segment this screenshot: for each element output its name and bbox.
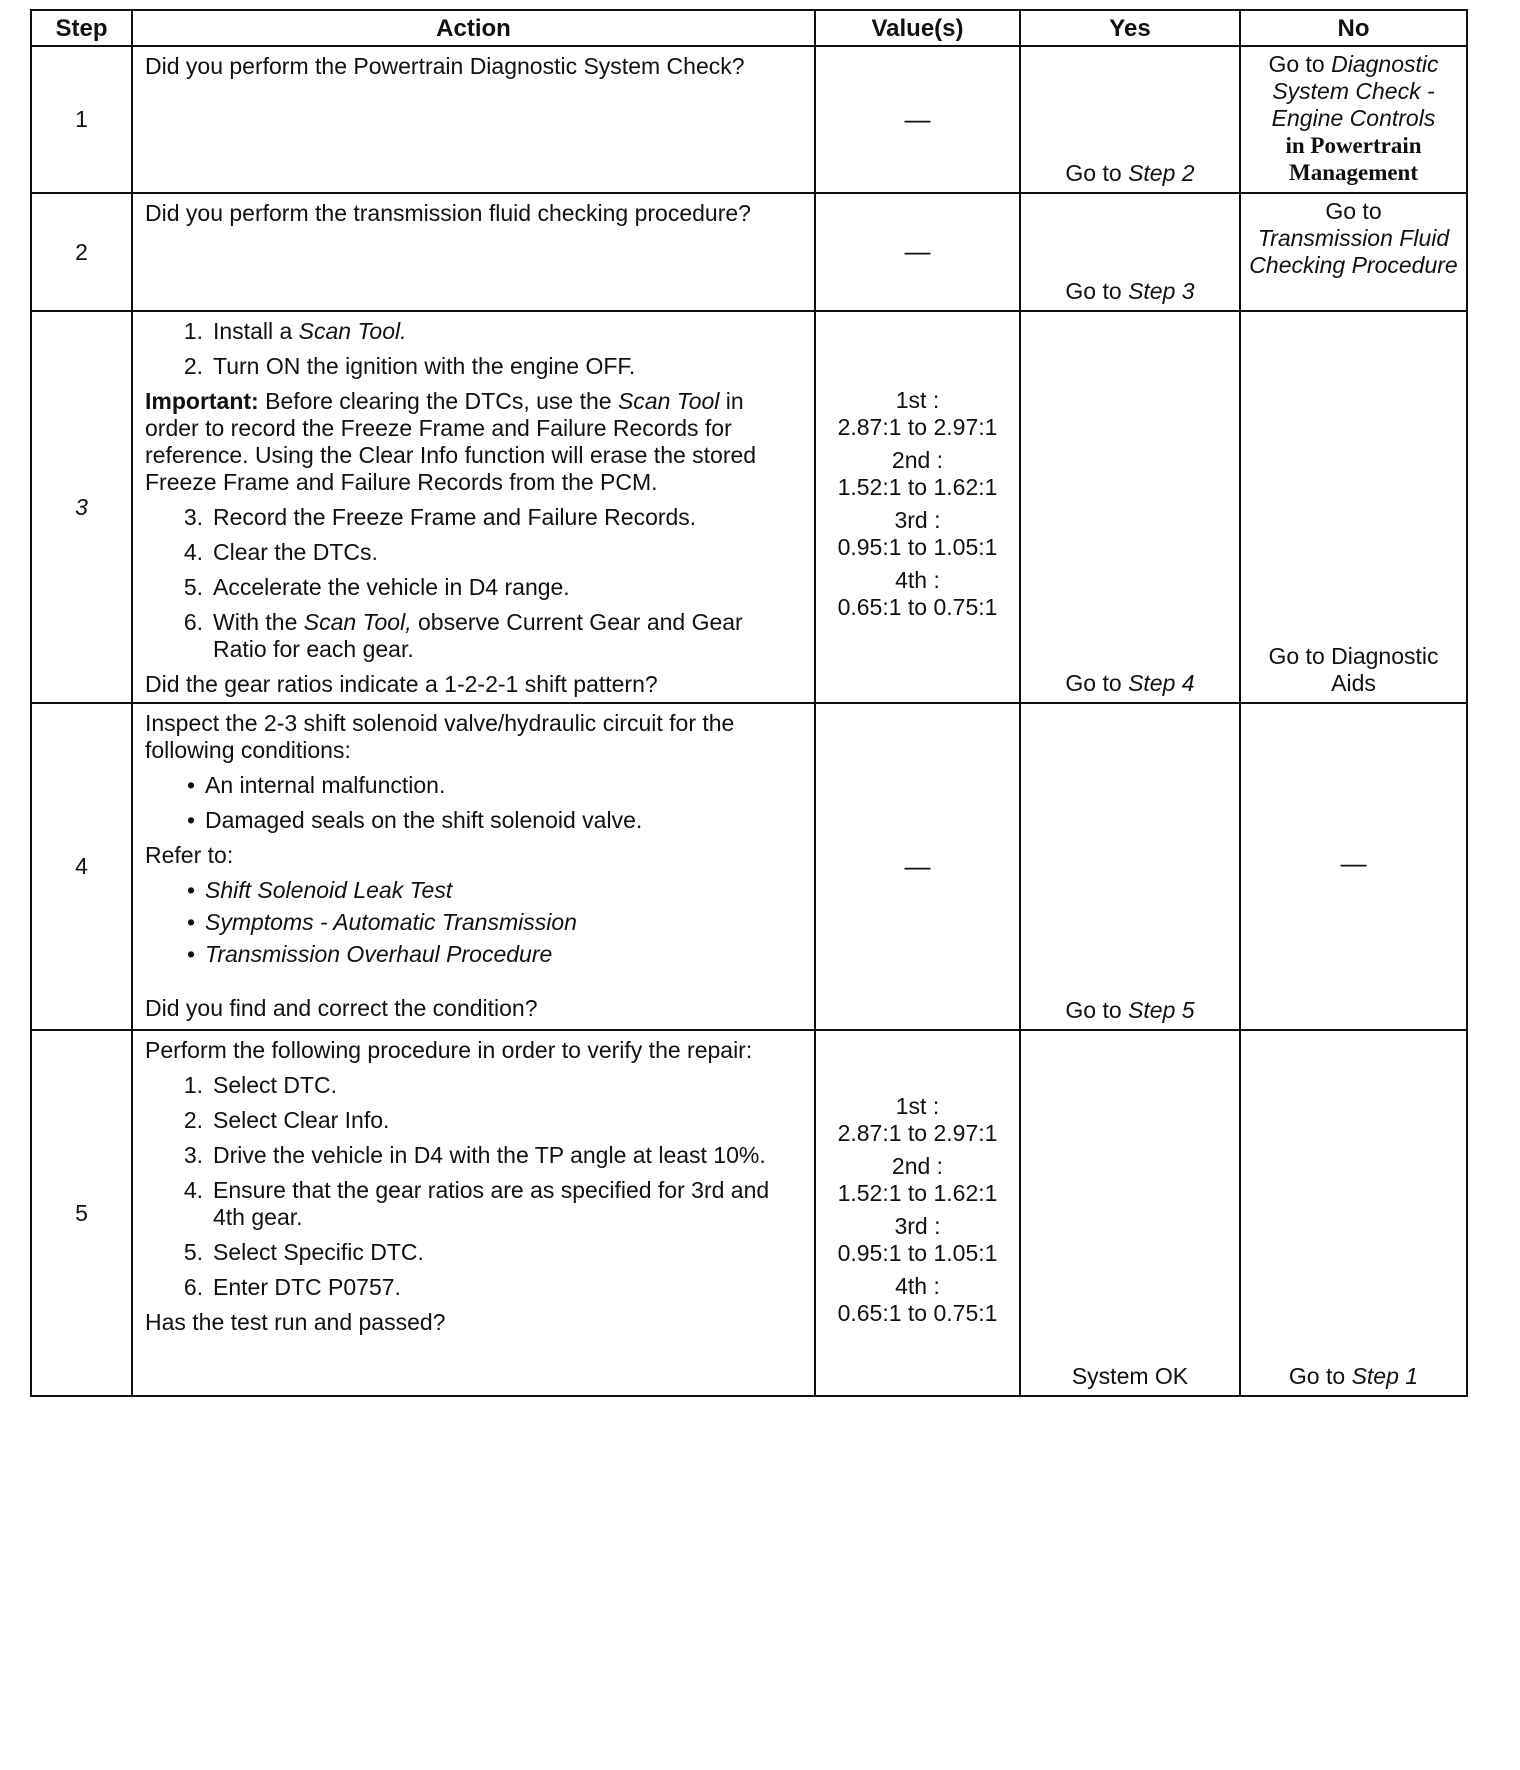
no-cell — [1240, 703, 1467, 1030]
system-ok-text: System OK — [1071, 1363, 1189, 1389]
list-text: Ensure that the gear ratios are as specified for 3rd and 4th gear. — [213, 1177, 770, 1230]
list-text: Record the Freeze Frame and Failure Records. — [213, 504, 697, 530]
reference-link[interactable]: Shift Solenoid Leak Test — [205, 877, 453, 903]
list-text: Select DTC. — [213, 1072, 337, 1098]
list-text: Turn ON the ignition with the engine OFF. — [213, 353, 636, 379]
scan-tool-term: Scan Tool — [617, 388, 720, 414]
gear-range: 0.95:1 to 1.05:1 — [837, 1240, 998, 1266]
bullet-icon: • — [186, 909, 195, 935]
intro-text: Perform the following procedure in order to verify the repair: — [145, 1037, 753, 1063]
list-item — [145, 941, 802, 968]
header-action: Action — [132, 10, 815, 46]
important-text: in order to record the Freeze Frame and Failure Records for reference. Using the Clear Info function will erase the stored Freeze Frame and Failure Records from the PCM. — [145, 388, 757, 495]
gear-ratio-3rd — [817, 1213, 1018, 1267]
list-item — [145, 877, 802, 904]
gear-range: 0.65:1 to 0.75:1 — [837, 1300, 998, 1326]
yes-cell — [1020, 46, 1240, 193]
table-row-step-4 — [31, 703, 1467, 1030]
step-number: 5 — [31, 1030, 132, 1396]
action-text: Did you perform the transmission fluid checking procedure? — [145, 200, 751, 226]
bullet-icon: • — [186, 941, 195, 967]
list-item — [145, 807, 802, 834]
list-item — [145, 1239, 802, 1266]
list-text: Install a — [213, 318, 299, 344]
gear-ratio-2nd — [817, 1153, 1018, 1207]
no-procedure-link[interactable]: Diagnostic System Check - Engine Controls — [1271, 51, 1439, 131]
action-text: Did you perform the Powertrain Diagnostic System Check? — [145, 53, 745, 79]
gear-label: 1st : — [895, 1093, 940, 1119]
gear-label: 3rd : — [894, 1213, 941, 1239]
list-text: An internal malfunction. — [205, 772, 446, 798]
scan-tool-term: Scan Tool. — [298, 318, 407, 344]
diagnostic-page — [30, 9, 1466, 1397]
list-number: 3. — [183, 504, 203, 530]
yes-cell — [1020, 311, 1240, 703]
gear-range: 0.65:1 to 0.75:1 — [837, 594, 998, 620]
bullet-icon: • — [186, 807, 195, 833]
table-row-step-5 — [31, 1030, 1467, 1396]
no-procedure-link[interactable]: Transmission Fluid Checking Procedure — [1249, 225, 1458, 278]
list-text: Accelerate the vehicle in D4 range. — [213, 574, 570, 600]
empty-value-dash: — — [1340, 848, 1367, 878]
table-row-step-1 — [31, 46, 1467, 193]
question-text: Has the test run and passed? — [145, 1309, 446, 1335]
important-text: Before clearing the DTCs, use the — [258, 388, 618, 414]
step-number: 2 — [31, 193, 132, 311]
gear-range: 2.87:1 to 2.97:1 — [837, 1120, 998, 1146]
gear-range: 1.52:1 to 1.62:1 — [837, 1180, 998, 1206]
table-row-step-3 — [31, 311, 1467, 703]
value-cell — [815, 46, 1020, 193]
list-item — [145, 574, 802, 601]
list-text: Damaged seals on the shift solenoid valve. — [205, 807, 643, 833]
list-number: 6. — [183, 1274, 203, 1300]
step-number: 3 — [31, 311, 132, 703]
header-values: Value(s) — [815, 10, 1020, 46]
gear-ratio-1st — [817, 387, 1018, 441]
header-row — [31, 10, 1467, 46]
gear-range: 0.95:1 to 1.05:1 — [837, 534, 998, 560]
list-item — [145, 1142, 802, 1169]
yes-step-link[interactable]: Step 4 — [1128, 670, 1195, 696]
no-cell — [1240, 1030, 1467, 1396]
reference-link[interactable]: Symptoms - Automatic Transmission — [205, 909, 577, 935]
list-number: 3. — [183, 1142, 203, 1168]
yes-cell — [1020, 1030, 1240, 1396]
no-cell — [1240, 46, 1467, 193]
value-cell — [815, 311, 1020, 703]
step-number: 1 — [31, 46, 132, 193]
intro-text: Inspect the 2-3 shift solenoid valve/hydraulic circuit for the following conditions: — [145, 710, 735, 763]
step-number: 4 — [31, 703, 132, 1030]
list-number: 4. — [183, 539, 203, 565]
list-item — [145, 1177, 802, 1231]
gear-ratio-3rd — [817, 507, 1018, 561]
no-suffix: in Powertrain Management — [1285, 133, 1422, 185]
gear-label: 2nd : — [891, 447, 944, 473]
empty-value-dash: — — [904, 850, 931, 881]
header-step: Step — [31, 10, 132, 46]
action-cell — [132, 193, 815, 311]
diagnostic-table — [30, 9, 1468, 1397]
list-number: 6. — [183, 609, 203, 635]
list-item — [145, 539, 802, 566]
list-text: Enter DTC P0757. — [213, 1274, 401, 1300]
empty-value-dash: — — [904, 236, 931, 266]
important-label: Important: — [145, 388, 259, 414]
gear-label: 4th : — [895, 1273, 940, 1299]
gear-label: 2nd : — [891, 1153, 944, 1179]
gear-range: 2.87:1 to 2.97:1 — [837, 414, 998, 440]
list-item — [145, 909, 802, 936]
header-yes: Yes — [1020, 10, 1240, 46]
yes-step-link[interactable]: Step 5 — [1128, 997, 1195, 1023]
action-cell — [132, 311, 815, 703]
table-row-step-2 — [31, 193, 1467, 311]
bullet-icon: • — [186, 772, 195, 798]
action-cell — [132, 703, 815, 1030]
yes-cell — [1020, 703, 1240, 1030]
no-prefix: Go to — [1268, 51, 1332, 77]
no-cell — [1240, 193, 1467, 311]
empty-value-dash: — — [904, 103, 931, 134]
refer-label: Refer to: — [145, 842, 234, 868]
list-item — [145, 318, 802, 345]
question-text: Did you find and correct the condition? — [145, 995, 538, 1021]
value-cell — [815, 703, 1020, 1030]
list-item — [145, 772, 802, 799]
list-number: 2. — [183, 353, 203, 379]
gear-label: 4th : — [895, 567, 940, 593]
scan-tool-term: Scan Tool, — [303, 609, 412, 635]
list-number: 1. — [183, 1072, 203, 1098]
yes-step-link[interactable]: Step 3 — [1128, 278, 1195, 304]
list-item — [145, 609, 802, 663]
bullet-icon: • — [186, 877, 195, 903]
list-number: 2. — [183, 1107, 203, 1133]
reference-link[interactable]: Transmission Overhaul Procedure — [205, 941, 553, 967]
yes-prefix: Go to — [1065, 160, 1129, 186]
no-prefix: Go to — [1325, 198, 1382, 224]
list-item — [145, 1072, 802, 1099]
gear-ratio-2nd — [817, 447, 1018, 501]
gear-ratio-4th — [817, 567, 1018, 621]
list-text: Select Specific DTC. — [213, 1239, 424, 1265]
no-cell — [1240, 311, 1467, 703]
list-item — [145, 1107, 802, 1134]
yes-cell — [1020, 193, 1240, 311]
no-step-link[interactable]: Step 1 — [1351, 1363, 1419, 1389]
no-diagnostic-aids-link[interactable]: Go to Diagnostic Aids — [1268, 643, 1439, 696]
list-text: Select Clear Info. — [213, 1107, 390, 1133]
list-item — [145, 1274, 802, 1301]
gear-label: 1st : — [895, 387, 940, 413]
list-number: 1. — [183, 318, 203, 344]
list-number: 5. — [183, 574, 203, 600]
value-cell — [815, 1030, 1020, 1396]
important-note — [145, 388, 802, 496]
list-number: 4. — [183, 1177, 203, 1203]
list-text: Clear the DTCs. — [213, 539, 378, 565]
yes-prefix: Go to — [1065, 278, 1129, 304]
list-item — [145, 353, 802, 380]
gear-ratio-1st — [817, 1093, 1018, 1147]
list-text: Drive the vehicle in D4 with the TP angle at least 10%. — [213, 1142, 766, 1168]
action-cell — [132, 46, 815, 193]
no-prefix: Go to — [1288, 1363, 1352, 1389]
yes-prefix: Go to — [1065, 997, 1129, 1023]
gear-range: 1.52:1 to 1.62:1 — [837, 474, 998, 500]
list-text: With the — [213, 609, 304, 635]
list-text: observe Current Gear and Gear Ratio for each gear. — [213, 609, 743, 662]
action-cell — [132, 1030, 815, 1396]
gear-ratio-4th — [817, 1273, 1018, 1327]
list-item — [145, 504, 802, 531]
yes-step-link[interactable]: Step 2 — [1128, 160, 1195, 186]
value-cell — [815, 193, 1020, 311]
gear-label: 3rd : — [894, 507, 941, 533]
list-number: 5. — [183, 1239, 203, 1265]
yes-prefix: Go to — [1065, 670, 1129, 696]
header-no: No — [1240, 10, 1467, 46]
question-text: Did the gear ratios indicate a 1-2-2-1 shift pattern? — [145, 671, 658, 697]
